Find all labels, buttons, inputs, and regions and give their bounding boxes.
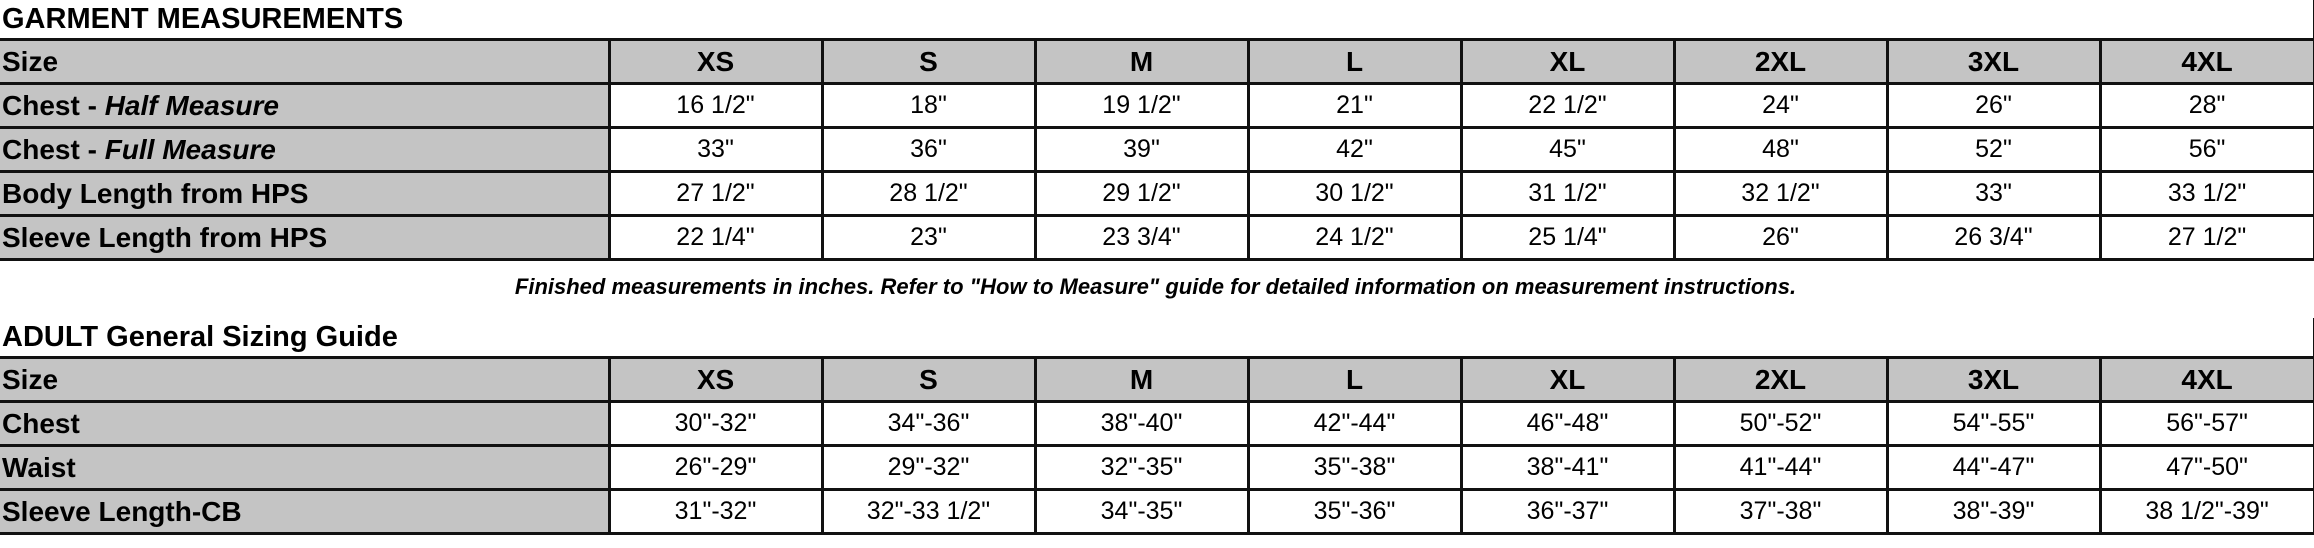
table-cell: 30 1/2" [1248,172,1461,216]
table-row [0,490,2314,534]
row-label-text: Chest - [2,133,105,165]
table-cell: 29 1/2" [1035,172,1248,216]
size-column-header: M [1035,40,1248,84]
table-title: ADULT General Sizing Guide [0,318,2314,358]
table-cell: 26"-29" [609,446,822,490]
size-column-header: S [822,358,1035,402]
table-cell: 27 1/2" [609,172,822,216]
table-cell: 23 3/4" [1035,216,1248,260]
table-cell: 29"-32" [822,446,1035,490]
table-cell: 22 1/2" [1461,84,1674,128]
table-cell: 47"-50" [2100,446,2314,490]
table-cell: 33 1/2" [2100,172,2314,216]
table-cell: 32"-33 1/2" [822,490,1035,534]
table-cell: 33" [1887,172,2100,216]
table-cell: 42" [1248,128,1461,172]
size-column-header: M [1035,358,1248,402]
row-label-italic: Full Measure [104,133,276,165]
measurement-note: Finished measurements in inches. Refer to "How to Measure" guide for detailed information on measurement instructions. [514,274,1797,299]
garment-measurements-table [0,0,2314,261]
size-column-header: 3XL [1887,40,2100,84]
table-cell: 35"-38" [1248,446,1461,490]
table-cell: 56"-57" [2100,402,2314,446]
row-label [0,172,609,216]
table-cell: 22 1/4" [609,216,822,260]
row-label: Size [0,40,609,84]
table-cell: 26 3/4" [1887,216,2100,260]
size-column-header: S [822,40,1035,84]
table-cell: 34"-35" [1035,490,1248,534]
table-cell: 32 1/2" [1674,172,1887,216]
table-cell: 39" [1035,128,1248,172]
adult-sizing-guide-table [0,318,2314,535]
table-cell: 19 1/2" [1035,84,1248,128]
table-cell: 48" [1674,128,1887,172]
row-label [0,402,609,446]
table-row [0,84,2314,128]
table-cell: 30"-32" [609,402,822,446]
table-row [0,446,2314,490]
table-cell: 31"-32" [609,490,822,534]
size-column-header: 2XL [1674,40,1887,84]
table-cell: 38"-40" [1035,402,1248,446]
table-row [0,128,2314,172]
table-cell: 38 1/2"-39" [2100,490,2314,534]
row-label-text: Sleeve Length from HPS [2,221,328,253]
table-cell: 52" [1887,128,2100,172]
table-cell: 54"-55" [1887,402,2100,446]
size-column-header: XL [1461,40,1674,84]
table-cell: 18" [822,84,1035,128]
table-row [0,402,2314,446]
table-cell: 41"-44" [1674,446,1887,490]
table-cell: 26" [1887,84,2100,128]
table-cell: 33" [609,128,822,172]
table-cell: 36"-37" [1461,490,1674,534]
table-cell: 23" [822,216,1035,260]
size-column-header: L [1248,40,1461,84]
table-cell: 24" [1674,84,1887,128]
table-cell: 28" [2100,84,2314,128]
table-cell: 37"-38" [1674,490,1887,534]
table-cell: 50"-52" [1674,402,1887,446]
table-title: GARMENT MEASUREMENTS [0,0,2314,40]
table-cell: 38"-41" [1461,446,1674,490]
table-cell: 45" [1461,128,1674,172]
row-label [0,446,609,490]
table-cell: 34"-36" [822,402,1035,446]
size-header-row [0,358,2314,402]
table-cell: 21" [1248,84,1461,128]
table-cell: 24 1/2" [1248,216,1461,260]
table-cell: 28 1/2" [822,172,1035,216]
table-cell: 36" [822,128,1035,172]
row-label-text: Chest - [2,89,105,121]
table-cell: 35"-36" [1248,490,1461,534]
size-column-header: 2XL [1674,358,1887,402]
size-column-header: L [1248,358,1461,402]
row-label-text: Body Length from HPS [2,177,309,209]
table-cell: 42"-44" [1248,402,1461,446]
size-column-header: 4XL [2100,40,2314,84]
size-column-header: XS [609,358,822,402]
table-cell: 27 1/2" [2100,216,2314,260]
table-cell: 32"-35" [1035,446,1248,490]
row-label [0,84,609,128]
size-column-header: 4XL [2100,358,2314,402]
row-label [0,490,609,534]
table-row [0,216,2314,260]
table-cell: 16 1/2" [609,84,822,128]
size-column-header: XS [609,40,822,84]
row-label [0,128,609,172]
size-column-header: XL [1461,358,1674,402]
row-label-text: Waist [2,451,76,483]
table-cell: 38"-39" [1887,490,2100,534]
table-cell: 31 1/2" [1461,172,1674,216]
table-cell: 25 1/4" [1461,216,1674,260]
table-cell: 56" [2100,128,2314,172]
table-cell: 26" [1674,216,1887,260]
row-label-text: Chest [2,407,80,439]
row-label [0,216,609,260]
table-cell: 46"-48" [1461,402,1674,446]
row-label-italic: Half Measure [104,89,279,121]
table-cell: 44"-47" [1887,446,2100,490]
row-label: Size [0,358,609,402]
size-header-row [0,40,2314,84]
table-row [0,172,2314,216]
size-column-header: 3XL [1887,358,2100,402]
row-label-text: Sleeve Length-CB [2,495,242,527]
